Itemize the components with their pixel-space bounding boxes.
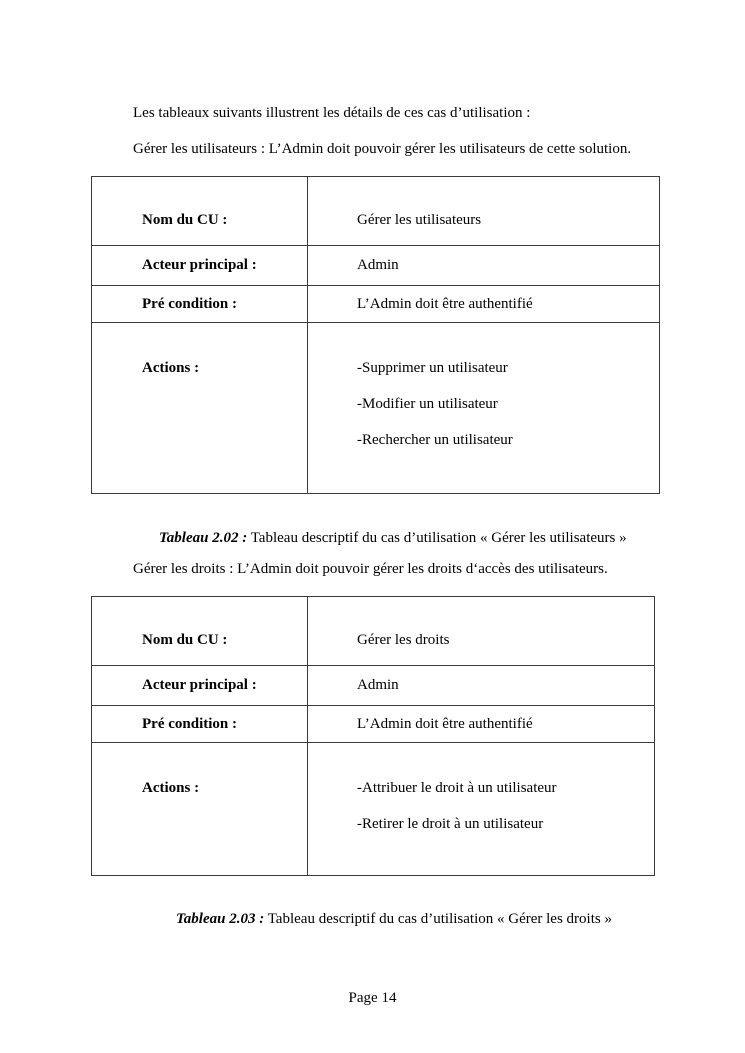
table-row [92,666,655,706]
row-value: Gérer les droits [308,597,655,666]
action-item: -Attribuer le droit à un utilisateur [357,780,557,796]
use-case-table-2 [91,596,655,876]
table1-caption-label: Tableau 2.02 : [159,530,248,546]
section2-lead-paragraph: Gérer les droits : L’Admin doit pouvoir gérer les droits d‘accès des utilisateurs. [133,561,608,577]
row-label: Acteur principal : [92,666,308,706]
row-label: Actions : [92,323,308,494]
row-label: Pré condition : [92,286,308,323]
row-label: Pré condition : [92,706,308,743]
table-row [92,286,660,323]
intro-paragraph: Les tableaux suivants illustrent les détails de ces cas d’utilisation : [133,105,531,121]
page-number: Page 14 [348,990,397,1006]
table-row-actions [92,743,655,876]
table-row [92,597,655,666]
row-label: Nom du CU : [92,177,308,246]
row-value: L’Admin doit être authentifié [308,706,655,743]
row-value: Admin [308,246,660,286]
section1-lead-paragraph: Gérer les utilisateurs : L’Admin doit pouvoir gérer les utilisateurs de cette solution. [133,141,632,157]
action-item: -Supprimer un utilisateur [357,360,508,376]
table2-caption [176,911,612,928]
row-label: Actions : [92,743,308,876]
use-case-table-1 [91,176,660,494]
row-label: Nom du CU : [92,597,308,666]
row-label: Acteur principal : [92,246,308,286]
table-row-actions [92,323,660,494]
action-item: -Rechercher un utilisateur [357,432,513,448]
table1-caption [159,530,627,547]
row-value-actions [308,323,660,494]
table-row [92,246,660,286]
table-row [92,177,660,246]
row-value-actions [308,743,655,876]
action-item: -Retirer le droit à un utilisateur [357,816,544,832]
action-item: -Modifier un utilisateur [357,396,498,412]
table-row [92,706,655,743]
table1-caption-text: Tableau descriptif du cas d’utilisation « Gérer les utilisateurs » [250,530,627,546]
table2-caption-text: Tableau descriptif du cas d’utilisation « Gérer les droits » [267,911,612,927]
table2-caption-label: Tableau 2.03 : [176,911,265,927]
row-value: Admin [308,666,655,706]
row-value: Gérer les utilisateurs [308,177,660,246]
row-value: L’Admin doit être authentifié [308,286,660,323]
